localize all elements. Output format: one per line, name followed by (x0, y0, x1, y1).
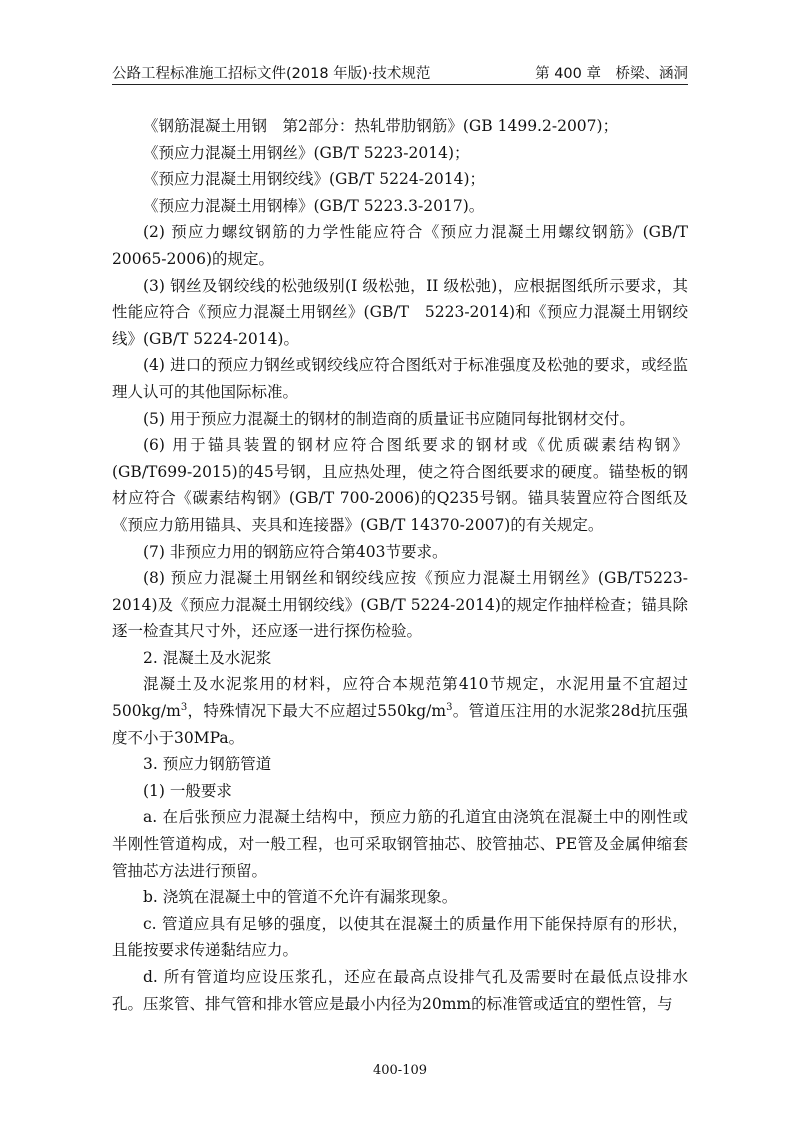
paragraph: 《预应力混凝土用钢绞线》(GB/T 5224-2014)； (143, 170, 485, 189)
header-chapter-title: 第 400 章 桥梁、涵洞 (535, 66, 688, 82)
page-number: 400-109 (372, 1063, 428, 1078)
paragraph-cement (112, 671, 688, 751)
subsection-heading: (1) 一般要求 (143, 781, 232, 800)
paragraph: (4) 进口的预应力钢丝或钢绞线应符合图纸对于标准强度及松弛的要求，或经监理人认可的其他国际标准。 (112, 356, 688, 401)
header-document-title: 公路工程标准施工招标文件(2018 年版)·技术规范 (112, 66, 431, 82)
paragraph: d. 所有管道均应设压浆孔，还应在最高点设排气孔及需要时在最低点设排水孔。压浆管、排气管和排水管应是最小内径为20mm的标准管或适宜的塑性管，与 (112, 968, 688, 1013)
page-body (112, 113, 688, 1017)
text-run: 。管道压注用的水泥浆28d抗压强度不小于30MPa。 (112, 702, 688, 747)
section-heading: 3. 预应力钢筋管道 (143, 755, 272, 774)
superscript: 3 (180, 701, 188, 713)
paragraph: (8) 预应力混凝土用钢丝和钢绞线应按《预应力混凝土用钢丝》(GB/T5223-2014)及《预应力混凝土用钢绞线》(GB/T 5224-2014)的规定作抽样检查；锚具除逐一检查其尺寸外，还应逐一进行探伤检验。 (112, 569, 688, 641)
paragraph: (6) 用于锚具装置的钢材应符合图纸要求的钢材或《优质碳素结构钢》(GB/T699-2015)的45号钢，且应热处理，使之符合图纸要求的硬度。锚垫板的钢材应符合《碳素结构钢》(GB/T 700-2006)的Q235号钢。锚具装置应符合图纸及《预应力筋用锚具、夹具和连接器》(GB/T 14370-2007)的有关规定。 (112, 436, 688, 534)
paragraph: 《预应力混凝土用钢丝》(GB/T 5223-2014)； (143, 143, 470, 162)
superscript: 3 (446, 701, 453, 713)
page-header (112, 58, 688, 85)
paragraph: a. 在后张预应力混凝土结构中，预应力筋的孔道宜由浇筑在混凝土中的刚性或半刚性管道构成，对一般工程，也可采取钢管抽芯、胶管抽芯、PE管及金属伸缩套管抽芯方法进行预留。 (112, 808, 688, 880)
text-run: 混凝土及水泥浆用的材料，应符合本规范第410节规定，水泥用量不宜超过500kg/m (112, 675, 688, 721)
paragraph: c. 管道应具有足够的强度，以使其在混凝土的质量作用下能保持原有的形状，且能按要求传递黏结应力。 (112, 914, 688, 960)
paragraph: 《钢筋混凝土用钢 第2部分：热轧带肋钢筋》(GB 1499.2-2007)； (143, 117, 619, 135)
section-heading: 2. 混凝土及水泥浆 (143, 648, 272, 667)
text-run: ，特殊情况下最大不应超过550kg/m (187, 702, 447, 721)
paragraph: (2) 预应力螺纹钢筋的力学性能应符合《预应力混凝土用螺纹钢筋》(GB/T 20065-2006)的规定。 (112, 223, 688, 268)
paragraph: (7) 非预应力用的钢筋应符合第403节要求。 (143, 542, 448, 561)
paragraph: 《预应力混凝土用钢棒》(GB/T 5223.3-2017)。 (143, 196, 485, 215)
paragraph: b. 浇筑在混凝土中的管道不允许有漏浆现象。 (143, 888, 458, 907)
paragraph: (3) 钢丝及钢绞线的松弛级别(I 级松弛，II 级松弛)，应根据图纸所示要求，其性能应符合《预应力混凝土用钢丝》(GB/T 5223-2014)和《预应力混凝土用钢绞线》(GB/T 5224-2014)。 (112, 276, 688, 348)
paragraph: (5) 用于预应力混凝土的钢材的制造商的质量证书应随同每批钢材交付。 (143, 409, 635, 428)
